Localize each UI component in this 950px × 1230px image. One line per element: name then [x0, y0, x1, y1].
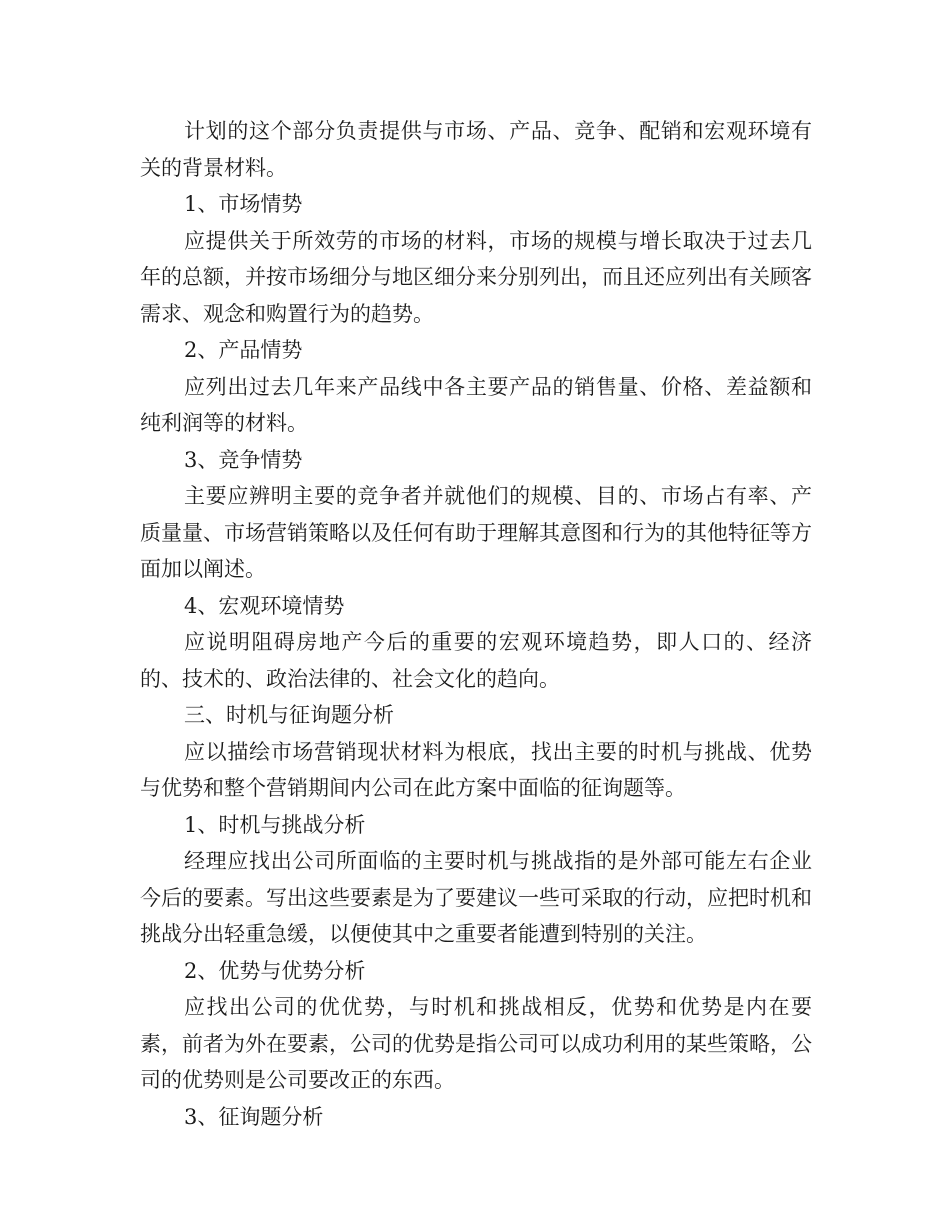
section-heading-opportunity-analysis: 三、时机与征询题分析	[184, 703, 394, 727]
competition-situation-paragraph: 主要应辨明主要的竞争者并就他们的规模、目的、市场占有率、产质量量、市场营销策略以及任何有助于理解其意图和行为的其他特征等方面加以阐述。	[140, 484, 812, 581]
heading-product-situation: 2、产品情势	[184, 338, 303, 362]
opportunity-challenge-paragraph: 经理应找出公司所面临的主要时机与挑战指的是外部可能左右企业今后的要素。写出这些要素是为了要建议一些可采取的行动，应把时机和挑战分出轻重急缓，以便使其中之重要者能遭到特别的关注。	[140, 849, 812, 946]
heading-market-situation: 1、市场情势	[184, 192, 303, 216]
heading-opportunity-challenge: 1、时机与挑战分析	[184, 812, 366, 837]
product-situation-paragraph: 应列出过去几年来产品线中各主要产品的销售量、价格、差益额和纯利润等的材料。	[140, 374, 812, 435]
intro-paragraph: 计划的这个部分负责提供与市场、产品、竞争、配销和宏观环境有关的背景材料。	[140, 119, 812, 180]
heading-strength-analysis: 2、优势与优势分析	[184, 958, 366, 983]
heading-competition-situation: 3、竞争情势	[184, 447, 303, 472]
document-body	[140, 113, 812, 1135]
macro-environment-paragraph: 应说明阻碍房地产今后的重要的宏观环境趋势，即人口的、经济的、技术的、政治法律的、社会文化的趋向。	[140, 630, 812, 691]
strength-analysis-paragraph: 应找出公司的优优势，与时机和挑战相反，优势和优势是内在要素，前者为外在要素，公司的优势是指公司可以成功利用的某些策略，公司的优势则是公司要改正的东西。	[140, 995, 812, 1092]
opportunity-analysis-paragraph: 应以描绘市场营销现状材料为根底，找出主要的时机与挑战、优势与优势和整个营销期间内公司在此方案中面临的征询题等。	[140, 739, 812, 800]
heading-macro-environment: 4、宏观环境情势	[184, 593, 345, 618]
heading-issue-analysis: 3、征询题分析	[184, 1104, 324, 1129]
market-situation-paragraph: 应提供关于所效劳的市场的材料，市场的规模与增长取决于过去几年的总额，并按市场细分与地区细分来分别列出，而且还应列出有关顾客需求、观念和购置行为的趋势。	[140, 228, 812, 326]
